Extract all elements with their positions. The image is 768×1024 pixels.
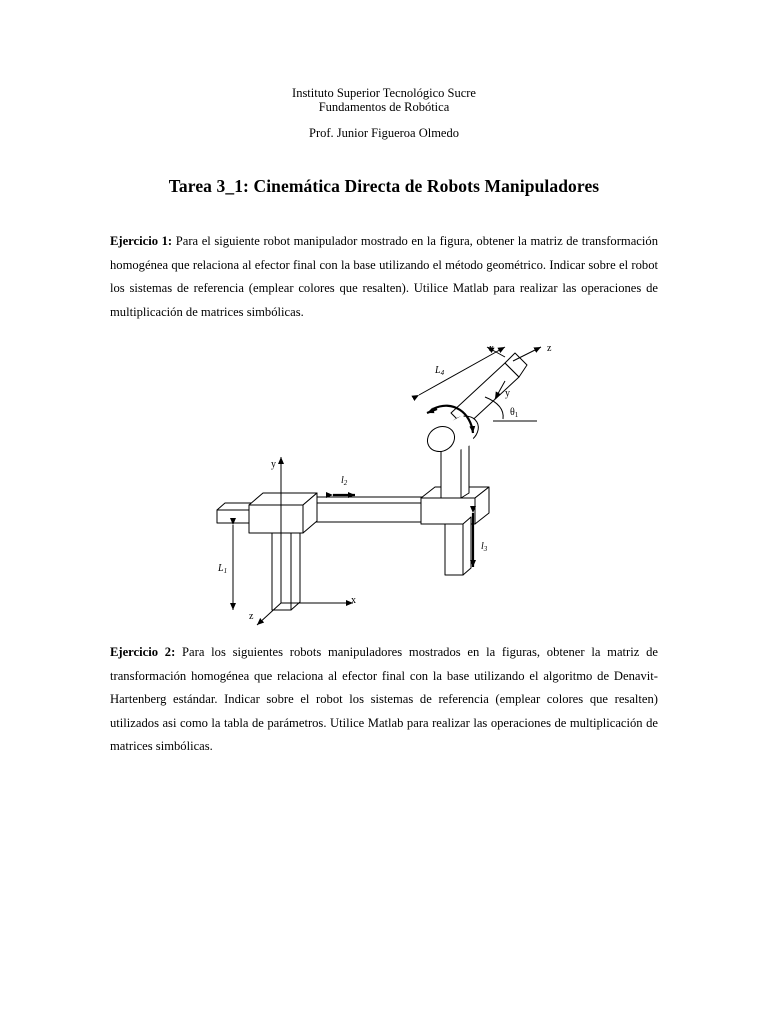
ee-z-axis [513,347,541,361]
professor-name: Prof. Junior Figueroa Olmedo [309,126,459,140]
exercise-1-text: Para el siguiente robot manipulador mostrado en la figura, obtener la matriz de transformación homogénea que relaciona al efector final con la base utilizando el método geométrico. Indicar sobre el robot los sistemas de referencia (emplear colores que resalten). Utilice Matlab para realizar las operaciones de multiplicación de matrices simbólicas. [110,234,658,319]
left-bar-stub [217,510,250,523]
institution-name: Instituto Superior Tecnológico Sucre [292,86,476,100]
L4-label: $L_4$ [435,365,445,377]
exercise-2-paragraph [110,641,658,759]
exercise-1-label: Ejercicio 1: [110,234,173,248]
left-block [249,505,303,533]
ee-z-label: z [547,343,552,354]
right-vertical-column [445,524,463,575]
base-z-axis [257,603,281,625]
ee-x-label: x [489,343,494,354]
exercise-1-paragraph [110,230,658,324]
l3-label: $l_3$ [481,541,488,553]
base-x-label: x [351,595,356,606]
L1-label: $L_1$ [218,563,228,575]
horizontal-beam [305,503,423,522]
exercise-2-label: Ejercicio 2: [110,645,176,659]
horizontal-beam-top [305,497,429,503]
upper-post [441,445,461,498]
theta1-label: $\theta_1$ [510,407,519,419]
base-z-label: z [249,611,254,622]
ee-y-label: y [505,388,510,399]
exercise-2-text: Para los siguientes robots manipuladores mostrados en la figuras, obtener la matriz de transformación homogénea que relaciona al efector final con la base utilizando el algoritmo de Denavit-Hartenberg estándar. Indicar sobre el robot los sistemas de referencia (emplear colores que resalten) utilizados asi como la tabla de parámetros. Utilice Matlab para realizar las operaciones de multiplicación de matrices simbólicas. [110,645,658,754]
page-title: Tarea 3_1: Cinemática Directa de Robots Manipuladores [168,176,600,196]
course-name: Fundamentos de Robótica [318,100,450,114]
base-y-label: y [271,459,276,470]
l2-label: $l_2$ [341,475,348,487]
robot-manipulator-diagram [205,335,565,635]
